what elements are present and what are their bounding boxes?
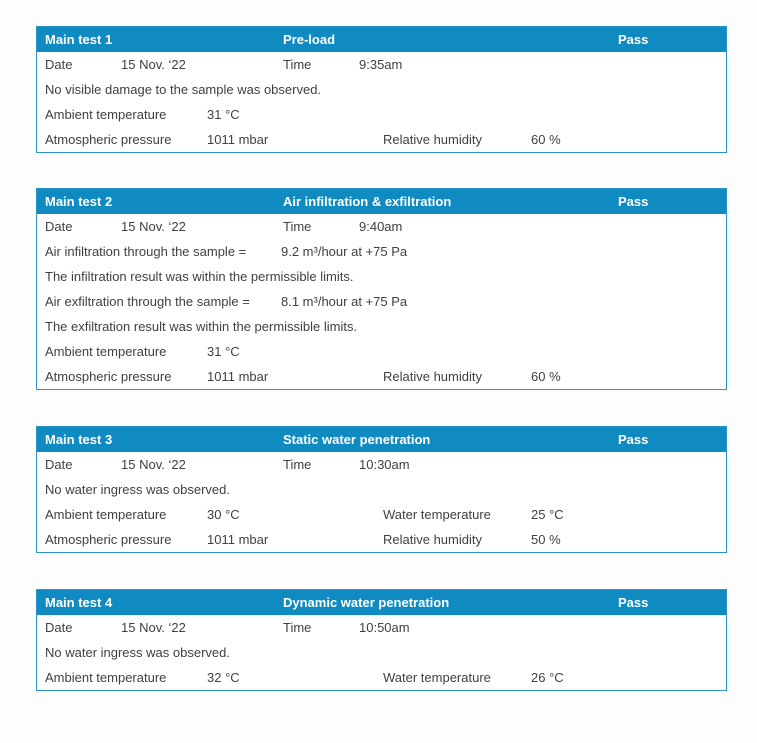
humidity-value: 50 % [531, 532, 561, 547]
date-value: 15 Nov. ‘22 [121, 457, 186, 472]
test-name: Main test 2 [45, 194, 113, 209]
pressure-row [37, 364, 726, 389]
water-temp-value: 26 °C [531, 670, 564, 685]
observation-note: No water ingress was observed. [45, 645, 230, 660]
ambient-temp-label: Ambient temperature [45, 107, 167, 122]
test-result: Pass [618, 432, 649, 447]
test-title: Static water penetration [283, 432, 431, 447]
pressure-label: Atmospheric pressure [45, 532, 172, 547]
ambient-row [37, 102, 726, 127]
ambient-temp-value: 31 °C [207, 344, 240, 359]
test-title: Air infiltration & exfiltration [283, 194, 452, 209]
water-temp-label: Water temperature [383, 670, 491, 685]
humidity-label: Relative humidity [383, 369, 482, 384]
observation-row [37, 77, 726, 102]
test-result: Pass [618, 194, 649, 209]
time-label: Time [283, 457, 312, 472]
date-time-row [37, 52, 726, 77]
test-block-3 [36, 426, 727, 553]
date-label: Date [45, 620, 73, 635]
date-time-row [37, 615, 726, 640]
date-label: Date [45, 457, 73, 472]
exfiltration-row [37, 289, 726, 314]
exfiltration-label: Air exfiltration through the sample = [45, 294, 250, 309]
time-label: Time [283, 57, 312, 72]
date-value: 15 Nov. ‘22 [121, 219, 186, 234]
ambient-row [37, 665, 726, 690]
ambient-temp-value: 30 °C [207, 507, 240, 522]
pressure-value: 1011 mbar [207, 532, 269, 547]
pressure-row [37, 127, 726, 152]
humidity-label: Relative humidity [383, 532, 482, 547]
infiltration-note: The infiltration result was within the permissible limits. [45, 269, 354, 284]
test-header [37, 590, 726, 615]
infiltration-row [37, 239, 726, 264]
date-label: Date [45, 219, 73, 234]
exfiltration-note: The exfiltration result was within the permissible limits. [45, 319, 358, 334]
ambient-temp-label: Ambient temperature [45, 507, 167, 522]
observation-row [37, 477, 726, 502]
test-name: Main test 3 [45, 432, 113, 447]
pressure-value: 1011 mbar [207, 369, 269, 384]
date-label: Date [45, 57, 73, 72]
ambient-temp-value: 31 °C [207, 107, 240, 122]
pressure-row [37, 527, 726, 552]
infiltration-label: Air infiltration through the sample = [45, 244, 247, 259]
pressure-value: 1011 mbar [207, 132, 269, 147]
test-header [37, 27, 726, 52]
time-value: 10:50am [359, 620, 410, 635]
test-result: Pass [618, 32, 649, 47]
date-time-row [37, 214, 726, 239]
water-temp-value: 25 °C [531, 507, 564, 522]
ambient-temp-value: 32 °C [207, 670, 240, 685]
time-label: Time [283, 219, 312, 234]
ambient-row [37, 339, 726, 364]
observation-note: No visible damage to the sample was observed. [45, 82, 322, 97]
infiltration-value: 9.2 m³/hour at +75 Pa [281, 244, 408, 259]
water-temp-label: Water temperature [383, 507, 491, 522]
humidity-value: 60 % [531, 369, 561, 384]
humidity-label: Relative humidity [383, 132, 482, 147]
test-title: Pre-load [283, 32, 336, 47]
ambient-temp-label: Ambient temperature [45, 670, 167, 685]
infiltration-note-row [37, 264, 726, 289]
ambient-row [37, 502, 726, 527]
test-title: Dynamic water penetration [283, 595, 450, 610]
observation-note: No water ingress was observed. [45, 482, 230, 497]
test-name: Main test 1 [45, 32, 113, 47]
test-header [37, 189, 726, 214]
humidity-value: 60 % [531, 132, 561, 147]
test-block-1 [36, 26, 727, 153]
observation-row [37, 640, 726, 665]
test-name: Main test 4 [45, 595, 113, 610]
test-block-2 [36, 188, 727, 390]
time-value: 9:40am [359, 219, 403, 234]
test-header [37, 427, 726, 452]
exfiltration-note-row [37, 314, 726, 339]
time-label: Time [283, 620, 312, 635]
exfiltration-value: 8.1 m³/hour at +75 Pa [281, 294, 408, 309]
date-value: 15 Nov. ‘22 [121, 57, 186, 72]
pressure-label: Atmospheric pressure [45, 369, 172, 384]
ambient-temp-label: Ambient temperature [45, 344, 167, 359]
date-value: 15 Nov. ‘22 [121, 620, 186, 635]
time-value: 10:30am [359, 457, 410, 472]
date-time-row [37, 452, 726, 477]
test-result: Pass [618, 595, 649, 610]
time-value: 9:35am [359, 57, 403, 72]
test-block-4 [36, 589, 727, 691]
pressure-label: Atmospheric pressure [45, 132, 172, 147]
